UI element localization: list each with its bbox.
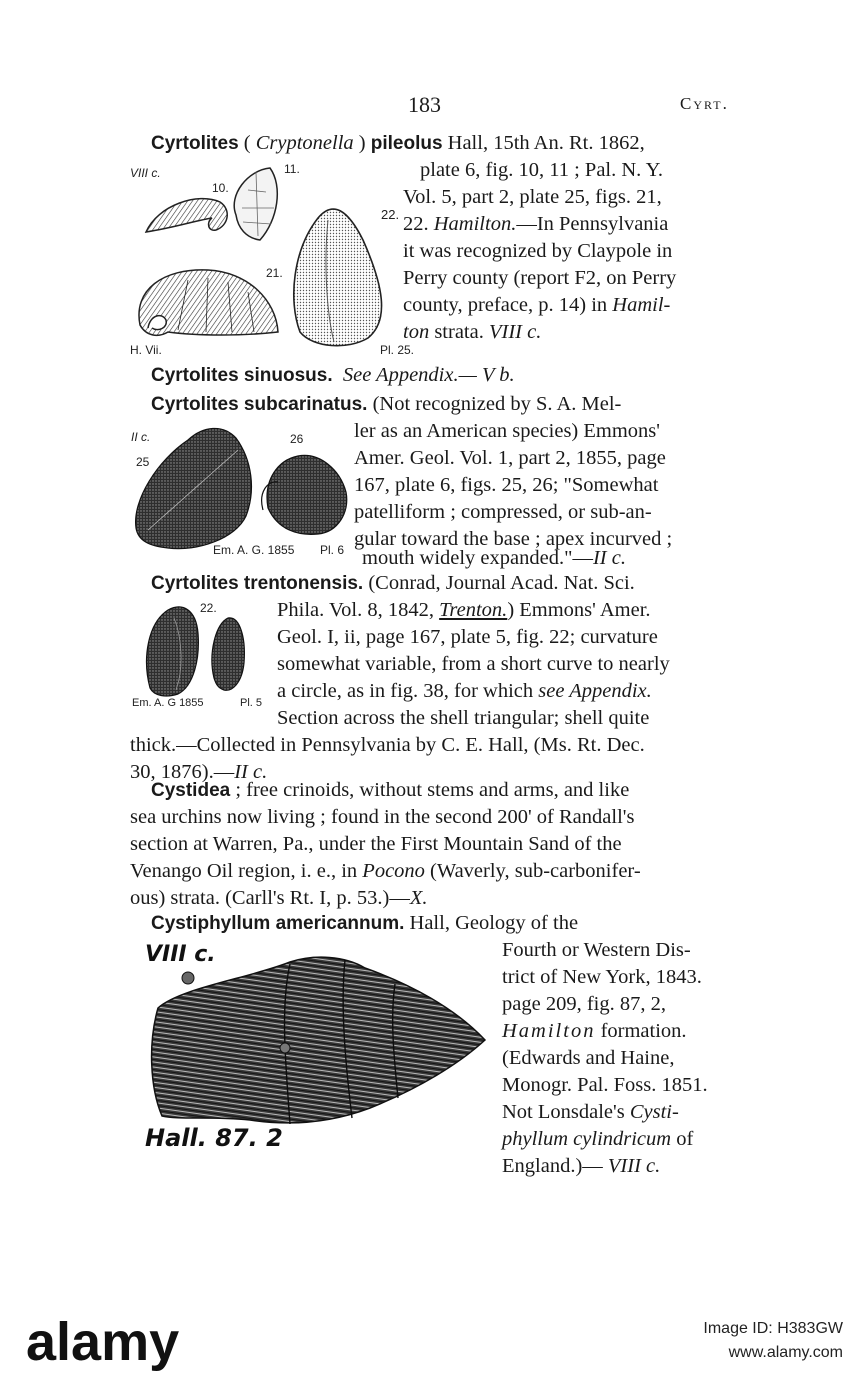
shell-fig-25 [136,428,252,548]
text-line: plate 6, fig. 10, 11 ; Pal. N. Y. [420,159,663,181]
text-line: Monogr. Pal. Foss. 1851. [502,1074,708,1096]
species-name: pileolus [370,133,443,154]
text-line: a circle, as in fig. 38, for which see Appendix. [277,680,652,702]
figure-trentonensis-shells [128,598,278,713]
text-line: mouth widely expanded."—II c. [362,547,626,569]
text-line: Venango Oil region, i. e., in Pocono (Waverly, sub-carbonifer- [130,860,641,882]
text-line: 22. Hamilton.—In Pennsylvania [403,213,669,235]
text-line: ous) strata. (Carll's Rt. I, p. 53.)—X. [130,887,428,909]
text-line: sea urchins now living ; found in the second 200' of Randall's [130,806,635,828]
coral-body [152,957,485,1123]
figure-label: Em. A. G 1855 [132,697,204,709]
entry-sinuosus: Cyrtolites sinuosus. See Appendix.— V b. [151,364,515,386]
text-line: (Edwards and Haine, [502,1047,675,1069]
figure-pileolus-shells [128,160,403,355]
text-line: thick.—Collected in Pennsylvania by C. E. Hall, (Ms. Rt. Dec. [130,734,645,756]
subgenus-name: Cryptonella [255,132,354,154]
page-number: 183 [408,92,441,117]
text-line: somewhat variable, from a short curve to nearly [277,653,670,675]
figure-subcarinatus-shells [128,420,356,560]
text-line: section at Warren, Pa., under the First Mountain Sand of the [130,833,622,855]
figure-label: Pl. 5 [240,697,263,709]
text-line: 30, 1876).—II c. [130,761,268,783]
shell-fig-26 [267,455,347,534]
figure-label: VIII c. [130,166,161,180]
figure-label: 21. [266,266,283,280]
text-line: England.)— VIII c. [502,1155,661,1177]
text-line: Fourth or Western Dis- [502,939,691,961]
text-line: 167, plate 6, figs. 25, 26; "Somewhat [354,474,659,496]
text-line: Not Lonsdale's Cysti- [502,1101,679,1123]
figure-label: 25 [136,455,150,469]
shell-fig-10 [146,199,227,232]
text-line: phyllum cylindricum of [502,1128,694,1150]
figure-label: Pl. 6 [320,543,345,557]
entry-pileolus-heading: Cyrtolites ( Cryptonella ) pileolus Hall, 15th An. Rt. 1862, [151,132,645,154]
figure-label: 22. [200,601,217,615]
figure-label: 10. [212,181,229,195]
shell-fig-22a [147,607,199,696]
text-line: Geol. I, ii, page 167, plate 5, fig. 22; curvature [277,626,658,648]
text-line: Section across the shell triangular; shell quite [277,707,650,729]
svg-text:alamy: alamy [26,1312,180,1372]
text-line: it was recognized by Claypole in [403,240,673,262]
species-name: Cyrtolites sinuosus. [151,365,333,386]
text-line: page 209, fig. 87, 2, [502,993,666,1015]
species-name: Cystiphyllum americannum. [151,913,405,934]
stock-footer [0,1298,861,1390]
figure-label: VIII c. [145,942,216,967]
species-name: Cyrtolites subcarinatus. [151,394,368,415]
entry-cystidea-heading: Cystidea ; free crinoids, without stems and arms, and like [151,779,630,801]
figure-label: II c. [131,430,151,444]
text-line: ton strata. VIII c. [403,321,542,343]
entry-subcarinatus-heading: Cyrtolites subcarinatus. (Not recognized by S. A. Mel- [151,393,622,415]
text-line: county, preface, p. 14) in Hamil- [403,294,671,316]
figure-label: 22. [381,207,400,222]
text-line: Phila. Vol. 8, 1842, Trenton.) Emmons' Amer. [277,599,651,621]
site-url: www.alamy.com [728,1344,843,1361]
species-name: Cyrtolites trentonensis. [151,573,364,594]
shell-fig-22b [212,618,244,690]
text-line: trict of New York, 1843. [502,966,702,988]
text-line: Hamilton formation. [502,1020,687,1042]
text-line: gular toward the base ; apex incurved ; [354,528,673,550]
figure-cystiphyllum-coral [140,948,495,1133]
figure-label: 26 [290,432,304,446]
text-line: Amer. Geol. Vol. 1, part 2, 1855, page [354,447,666,469]
text-line: Perry county (report F2, on Perry [403,267,677,289]
figure-label: 11. [284,162,300,176]
alamy-logo [26,1312,216,1376]
shell-fig-11 [234,168,277,240]
entry-cystiphyllum-heading: Cystiphyllum americannum. Hall, Geology of the [151,912,579,934]
text-line: Vol. 5, part 2, plate 25, figs. 21, [403,186,662,208]
text-line: patelliform ; compressed, or sub-an- [354,501,652,523]
figure-label: Hall. 87. 2 [145,1124,283,1152]
running-head: Cyrt. [680,94,729,113]
entry-trentonensis-heading: Cyrtolites trentonensis. (Conrad, Journal Acad. Nat. Sci. [151,572,635,594]
figure-label: H. Vii. [130,343,162,357]
genus-name: Cyrtolites [151,133,239,154]
text-line: ler as an American species) Emmons' [354,420,660,442]
figure-label: Pl. 25. [380,343,415,357]
shell-fig-22 [294,209,382,346]
figure-label: Em. A. G. 1855 [213,543,295,557]
genus-name: Cystidea [151,780,231,801]
image-id: Image ID: H383GW [703,1320,843,1337]
